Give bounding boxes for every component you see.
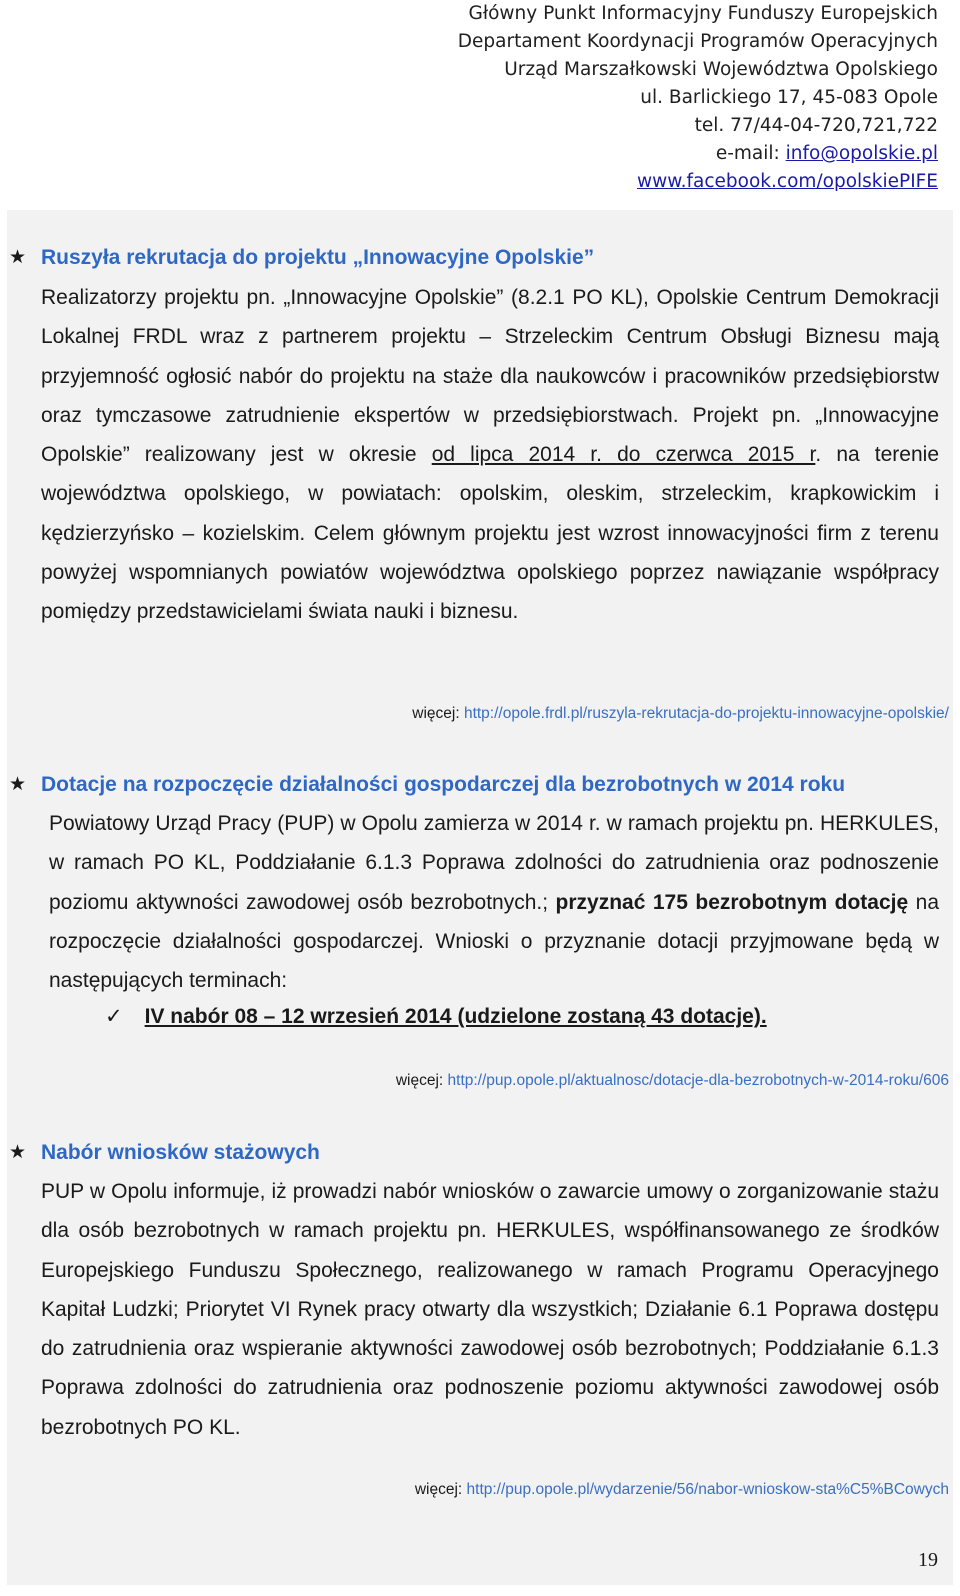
star-bullet-icon: ★ (9, 247, 27, 268)
contact-header (338, 0, 938, 196)
star-bullet-icon: ★ (9, 1142, 27, 1163)
header-line: Urząd Marszałkowski Województwa Opolskiego (504, 59, 938, 80)
news-title: Ruszyła rekrutacja do projektu „Innowacyjne Opolskie” (41, 246, 595, 269)
more-label: więcej: (412, 705, 464, 722)
facebook-link[interactable]: www.facebook.com/opolskiePIFE (636, 171, 938, 192)
header-email-line (338, 140, 938, 168)
news-title: Nabór wniosków stażowych (41, 1141, 320, 1164)
more-url-link[interactable]: http://pup.opole.pl/wydarzenie/56/nabor-wnioskow-sta%C5%BCowych (466, 1481, 949, 1498)
deadline-item (105, 1004, 767, 1029)
header-phone: tel. 77/44-04-720,721,722 (694, 115, 938, 136)
news-text-end: na rozpoczęcie działalności gospodarczej. Wnioski o przyznanie dotacji przyjmowane będą w następujących terminach: (49, 890, 940, 993)
header-line: Departament Koordynacji Programów Operacyjnych (457, 31, 938, 52)
more-link-line (412, 705, 949, 723)
email-label: e-mail: (715, 143, 786, 164)
header-facebook-line (338, 168, 938, 196)
star-bullet-icon: ★ (9, 774, 27, 795)
news-body (41, 278, 939, 632)
more-link-line (415, 1481, 949, 1499)
deadline-text: IV nabór 08 – 12 wrzesień 2014 (udzielone zostaną 43 dotacje). (144, 1005, 767, 1028)
news-text: Powiatowy Urząd Pracy (PUP) w Opolu zamierza w 2014 r. w ramach projektu pn. HERKULES, w ramach PO KL, Poddziałanie 6.1.3 Poprawa zdolności do zatrudnienia oraz podnoszenie poziomu aktywności zawodowej osób bezrobotnych.; (49, 812, 939, 914)
email-link[interactable]: info@opolskie.pl (785, 143, 938, 164)
more-url-link[interactable]: http://pup.opole.pl/aktualnosc/dotacje-dla-bezrobotnych-w-2014-roku/606 (447, 1072, 949, 1089)
more-label: więcej: (414, 1481, 467, 1498)
more-url-link[interactable]: http://opole.frdl.pl/ruszyla-rekrutacja-do-projektu-innowacyjne-opolskie/ (463, 705, 949, 722)
news-body: PUP w Opolu informuje, iż prowadzi nabór wniosków o zawarcie umowy o zorganizowanie stażu dla osób bezrobotnych w ramach projektu pn. HERKULES, współfinansowanego ze środków Europejskiego Funduszu Społecznego, realizowanego w ramach Programu Operacyjnego Kapitał Ludzki; Priorytet VI Rynek pracy otwarty dla wszystkich; Działanie 6.1 Poprawa dostępu do zatrudnienia oraz wspieranie aktywności zawodowej osób bezrobotnych; Poddziałanie 6.1.3 Poprawa zdolności do zatrudnienia oraz podnoszenie poziomu aktywności zawodowej osób bezrobotnych PO KL. (41, 1180, 939, 1439)
news-highlight: przyznać 175 bezrobotnym dotację (555, 890, 909, 914)
news-period: od lipca 2014 r. do czerwca 2015 r (431, 443, 816, 467)
header-address: ul. Barlickiego 17, 45-083 Opole (640, 87, 938, 108)
more-label: więcej: (395, 1072, 448, 1089)
checkmark-icon: ✓ (105, 1005, 123, 1028)
news-body (49, 804, 939, 1000)
news-panel (7, 210, 953, 1585)
news-text-end: . na terenie województwa opolskiego, w powiatach: opolskim, oleskim, strzeleckim, krapkowickim i kędzierzyńsko – kozielskim. Celem głównym projektu jest wzrost innowacyjności firm z terenu powyżej wspomnianych powiatów województwa opolskiego poprzez nawiązanie współpracy pomiędzy przedstawicielami świata nauki i biznesu. (41, 443, 940, 624)
news-title: Dotacje na rozpoczęcie działalności gospodarczej dla bezrobotnych w 2014 roku (41, 773, 846, 796)
header-line: Główny Punkt Informacyjny Funduszy Europejskich (468, 3, 938, 24)
page-number: 19 (918, 1549, 938, 1571)
news-text: Realizatorzy projektu pn. „Innowacyjne Opolskie” (8.2.1 PO KL), Opolskie Centrum Demokracji Lokalnej FRDL wraz z partnerem projektu – Strzeleckim Centrum Obsługi Biznesu mają przyjemność ogłosić nabór do projektu na staże dla naukowców i pracowników przedsiębiorstw oraz tymczasowe zatrudnienie ekspertów w przedsiębiorstwach. Projekt pn. „Innowacyjne Opolskie” realizowany jest w okresie (41, 286, 939, 467)
more-link-line (396, 1072, 949, 1090)
